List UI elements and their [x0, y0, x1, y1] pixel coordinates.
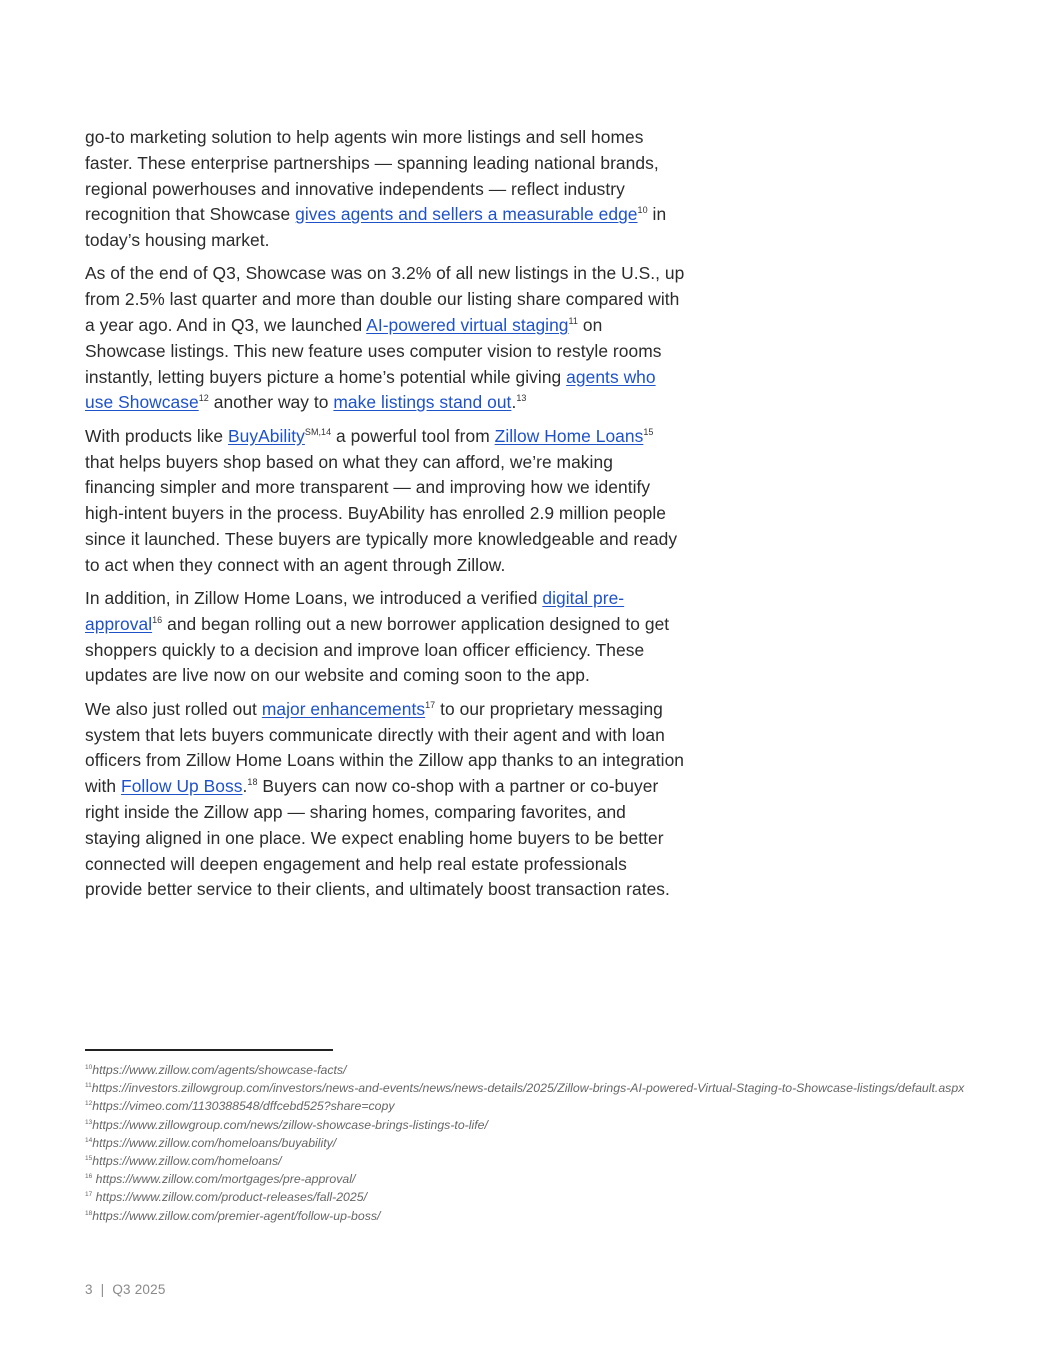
paragraph-showcase-partnerships [85, 125, 685, 254]
link-major-enhancements[interactable]: major enhancements [261, 698, 426, 719]
footnote-11 [85, 1079, 965, 1097]
footnote-url: https://www.zillow.com/homeloans/buyability/ [92, 1135, 337, 1150]
paragraph-text: a powerful tool from [331, 425, 495, 446]
link-agents-showcase[interactable]: agents who use Showcase [85, 366, 656, 413]
link-measurable-edge[interactable]: gives agents and sellers a measurable edge [295, 204, 638, 225]
page-footer [85, 1282, 166, 1297]
footnote-url: https://www.zillow.com/agents/showcase-facts/ [92, 1063, 347, 1077]
footnote-13 [85, 1116, 965, 1134]
footnotes [85, 1061, 965, 1225]
link-digital-pre-approval[interactable]: digital pre-approval [85, 588, 625, 634]
link-virtual-staging[interactable]: AI-powered virtual staging [366, 315, 569, 336]
paragraph-text: . [242, 776, 248, 797]
paragraph-text: In addition, in Zillow Home Loans, we introduced a verified [85, 588, 543, 609]
paragraph-text: go-to marketing solution to help agents win more listings and sell homes faster. These enterprise partnerships — spanning leading national brands, regional powerhouses and innovative independents — reflect industry recognition that Showcase [85, 127, 659, 225]
footnote-ref-15: 15 [643, 426, 654, 437]
footnote-url: https://vimeo.com/1130388548/dffcebd525?share=copy [92, 1099, 395, 1114]
link-buyability[interactable]: BuyAbility [228, 425, 305, 446]
paragraph-text: We also just rolled out [85, 698, 262, 719]
link-listings-stand-out[interactable]: make listings stand out [333, 392, 512, 413]
paragraph-text: As of the end of Q3, Showcase was on 3.2% of all new listings in the U.S., up from 2.5% last quarter and more than double our listing share compared with a year ago. And in Q3, we launched [85, 263, 685, 336]
footnote-number: 18 [85, 1209, 93, 1217]
paragraph-showcase-share [85, 261, 685, 416]
paragraph-home-loans [85, 586, 685, 689]
paragraph-buyability [85, 424, 685, 579]
link-zillow-home-loans[interactable]: Zillow Home Loans [494, 425, 644, 446]
report-period: Q3 2025 [112, 1282, 166, 1297]
footnote-ref-18: 18 [247, 777, 258, 788]
footnote-number: 17 [85, 1191, 93, 1199]
footnote-number: 14 [85, 1136, 93, 1144]
footnote-ref-10: 10 [637, 205, 648, 216]
footnote-url: https://www.zillow.com/product-releases/fall-2025/ [92, 1190, 367, 1205]
footnote-url: https://www.zillow.com/homeloans/ [92, 1154, 282, 1169]
paragraph-messaging [85, 697, 685, 903]
footnote-ref-11: 11 [568, 316, 578, 327]
footnote-ref-13: 13 [516, 393, 527, 404]
footnote-divider [85, 1049, 333, 1051]
footnote-number: 12 [85, 1100, 93, 1108]
paragraph-text: in today’s housing market. [85, 204, 667, 251]
link-follow-up-boss[interactable]: Follow Up Boss [121, 776, 243, 797]
footnote-number: 15 [85, 1154, 93, 1162]
footnote-18 [85, 1207, 965, 1225]
footnote-14 [85, 1134, 965, 1152]
footnote-ref-17: 17 [425, 699, 436, 710]
footnote-url: https://www.zillow.com/mortgages/pre-approval/ [92, 1172, 356, 1187]
footnote-17 [85, 1188, 965, 1206]
footnote-number: 16 [85, 1173, 93, 1181]
footnote-number: 10 [85, 1063, 93, 1071]
footnote-number: 13 [85, 1118, 93, 1126]
body-text [85, 125, 685, 911]
footnote-15 [85, 1152, 965, 1170]
footnote-url: https://www.zillowgroup.com/news/zillow-showcase-brings-listings-to-life/ [92, 1117, 488, 1132]
paragraph-text: With products like [85, 425, 229, 446]
paragraph-text: . [511, 392, 517, 413]
paragraph-text: and began rolling out a new borrower application designed to get shoppers quickly to a decision and improve loan officer efficiency. These updates are live now on our website and coming soon to the app. [85, 613, 670, 686]
footnote-url: https://www.zillow.com/premier-agent/follow-up-boss/ [92, 1208, 381, 1223]
footnote-12 [85, 1097, 965, 1115]
footnote-ref-12: 12 [198, 393, 209, 404]
paragraph-text: on Showcase listings. This new feature uses computer vision to restyle rooms instantly, letting buyers picture a home’s potential while giving [85, 315, 662, 387]
footer-separator: | [100, 1282, 105, 1297]
footnote-url: https://investors.zillowgroup.com/investors/news-and-events/news/news-details/2025/Zillow-brings-AI-powered-Virtual-Staging-to-Showcase-listings/default.aspx [91, 1081, 965, 1096]
footnote-number: 11 [85, 1082, 92, 1090]
paragraph-text: that helps buyers shop based on what they can afford, we’re making financing simpler and more transparent — and improving how we identify high-intent buyers in the process. BuyAbility has enrolled 2.9 million people since it launched. These buyers are typically more knowledgeable and ready to act when they connect with an agent through Zillow. [85, 451, 678, 575]
paragraph-text: to our proprietary messaging system that lets buyers communicate directly with their agent and with loan officers from Zillow Home Loans within the Zillow app thanks to an integration with [85, 698, 685, 797]
footnote-16 [85, 1170, 965, 1188]
footnote-ref-14: SM,14 [304, 426, 332, 437]
footnote-ref-16: 16 [152, 615, 163, 626]
footnote-10 [85, 1061, 965, 1079]
page-number: 3 [85, 1282, 93, 1297]
paragraph-text: Buyers can now co-shop with a partner or co-buyer right inside the Zillow app — sharing homes, comparing favorites, and staying aligned in one place. We expect enabling home buyers to be better connected will deepen engagement and help real estate professionals provide better service to their clients, and ultimately boost transaction rates. [85, 776, 670, 900]
paragraph-text: another way to [208, 392, 334, 413]
